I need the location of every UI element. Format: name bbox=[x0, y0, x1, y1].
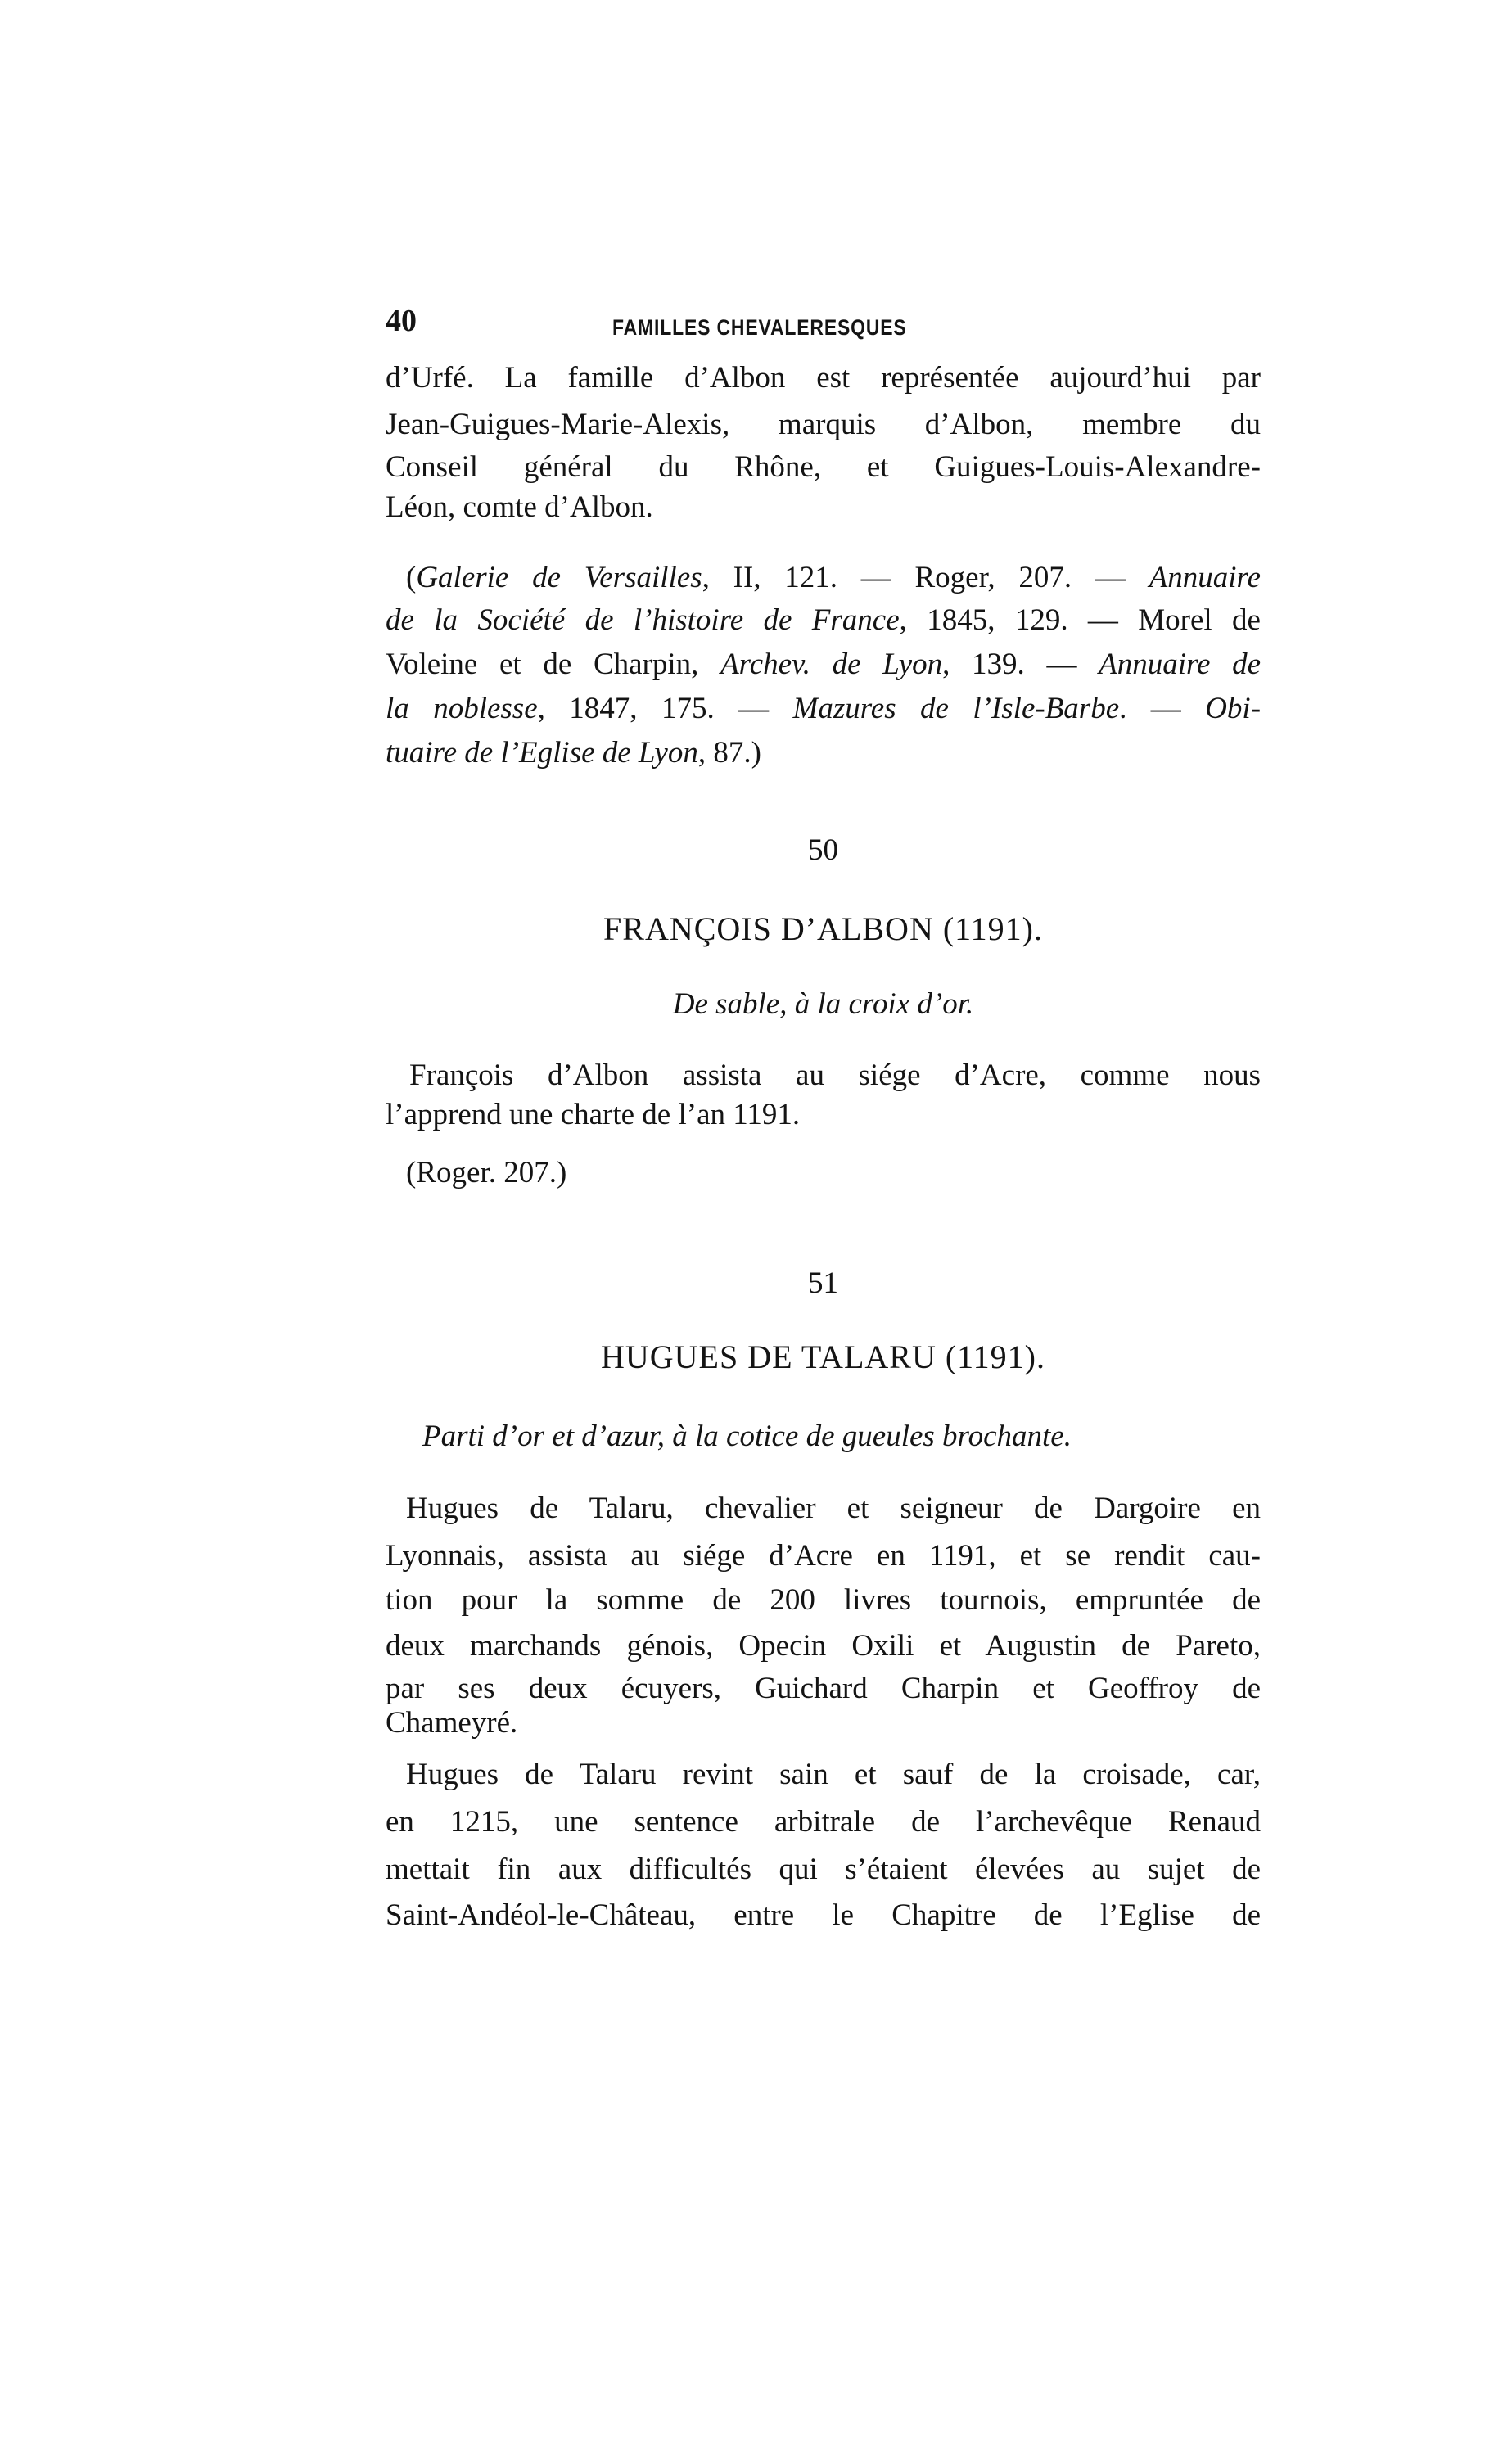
text: tion pour la somme de 200 livres tournois, empruntée de bbox=[386, 1583, 1261, 1617]
paragraph-continued-line bbox=[386, 360, 1261, 396]
paragraph-continued-line bbox=[386, 449, 1261, 485]
italic-text: Parti d’or et d’azur, à la cotice de gueules brochante. bbox=[422, 1420, 1072, 1453]
paragraph-line bbox=[406, 1757, 1261, 1793]
text: deux marchands génois, Opecin Oxili et Augustin de Pareto, bbox=[386, 1629, 1261, 1663]
paragraph-line bbox=[409, 1058, 1261, 1094]
italic-text: de la Société de l’histoire de France bbox=[386, 603, 900, 637]
text: Jean-Guigues-Marie-Alexis, marquis d’Albon, membre du bbox=[386, 408, 1261, 441]
paragraph-line bbox=[386, 1538, 1261, 1574]
text: , 1845, 129. — Morel de bbox=[899, 603, 1261, 637]
coat-of-arms-line bbox=[386, 986, 1261, 1022]
references-line bbox=[386, 735, 1261, 771]
text: , 87.) bbox=[697, 736, 761, 770]
text: (Roger. 207.) bbox=[406, 1156, 567, 1189]
paragraph-continued-line bbox=[386, 407, 1261, 443]
italic-text: Obi- bbox=[1205, 692, 1262, 725]
text: François d’Albon assista au siége d’Acre, comme nous bbox=[409, 1058, 1261, 1092]
paragraph-line bbox=[386, 1628, 1261, 1664]
reference-line bbox=[406, 1155, 1261, 1191]
text: HUGUES DE TALARU (1191). bbox=[601, 1338, 1045, 1375]
italic-text: tuaire de l’Eglise de Lyon bbox=[386, 736, 698, 770]
entry-title-line bbox=[386, 911, 1261, 947]
text: 50 bbox=[808, 833, 838, 867]
references-line bbox=[386, 691, 1261, 727]
italic-text: Mazures de l’Isle-Barbe bbox=[792, 692, 1120, 725]
running-title: FAMILLES CHEVALERESQUES bbox=[612, 315, 907, 340]
text: Chameyré. bbox=[386, 1706, 518, 1740]
paragraph-line bbox=[386, 1097, 1261, 1133]
text: . — bbox=[1119, 692, 1206, 725]
text: Hugues de Talaru revint sain et sauf de la croisade, car, bbox=[406, 1758, 1261, 1791]
text: 51 bbox=[808, 1266, 838, 1300]
text: , 139. — bbox=[942, 648, 1099, 681]
coat-of-arms-line bbox=[422, 1419, 1199, 1455]
text: par ses deux écuyers, Guichard Charpin et Geoffroy de bbox=[386, 1672, 1261, 1705]
text: Conseil général du Rhône, et Guigues-Louis-Alexandre- bbox=[386, 450, 1261, 484]
text: FRANÇOIS D’ALBON (1191). bbox=[603, 910, 1043, 947]
text: Voleine et de Charpin, bbox=[386, 648, 721, 681]
text: l’apprend une charte de l’an 1191. bbox=[386, 1098, 801, 1131]
paragraph-line bbox=[386, 1804, 1261, 1840]
text: Saint-Andéol-le-Château, entre le Chapitre de l’Eglise de bbox=[386, 1898, 1261, 1932]
references-line bbox=[386, 647, 1261, 683]
paragraph-line bbox=[386, 1898, 1261, 1934]
text: Hugues de Talaru, chevalier et seigneur de Dargoire en bbox=[406, 1492, 1261, 1525]
italic-text: Archev. de Lyon bbox=[720, 648, 943, 681]
italic-text: Annuaire de bbox=[1099, 648, 1262, 681]
text: , II, 121. — Roger, 207. — bbox=[702, 561, 1149, 594]
text: d’Urfé. La famille d’Albon est représentée aujourd’hui par bbox=[386, 361, 1261, 395]
text: , 1847, 175. — bbox=[537, 692, 793, 725]
text: en 1215, une sentence arbitrale de l’archevêque Renaud bbox=[386, 1805, 1261, 1839]
paragraph-continued-line bbox=[386, 490, 1261, 526]
paragraph-line bbox=[386, 1852, 1261, 1888]
text: mettait fin aux difficultés qui s’étaient élevées au sujet de bbox=[386, 1853, 1261, 1886]
paragraph-line bbox=[386, 1671, 1261, 1707]
paragraph-line bbox=[386, 1705, 1261, 1741]
entry-number-line bbox=[386, 833, 1261, 869]
text: ( bbox=[406, 561, 417, 594]
entry-number-line bbox=[386, 1266, 1261, 1302]
entry-title-line bbox=[386, 1339, 1261, 1375]
references-line bbox=[406, 560, 1261, 596]
paragraph-line bbox=[406, 1491, 1261, 1527]
italic-text: Galerie de Versailles bbox=[416, 561, 702, 594]
italic-text: la noblesse bbox=[386, 692, 538, 725]
text: Léon, comte d’Albon. bbox=[386, 490, 653, 524]
page-number: 40 bbox=[386, 304, 417, 338]
italic-text: De sable, à la croix d’or. bbox=[672, 987, 974, 1021]
paragraph-line bbox=[386, 1582, 1261, 1618]
italic-text: Annuaire bbox=[1149, 561, 1261, 594]
text: Lyonnais, assista au siége d’Acre en 1191, et se rendit cau- bbox=[386, 1539, 1261, 1573]
references-line bbox=[386, 603, 1261, 639]
